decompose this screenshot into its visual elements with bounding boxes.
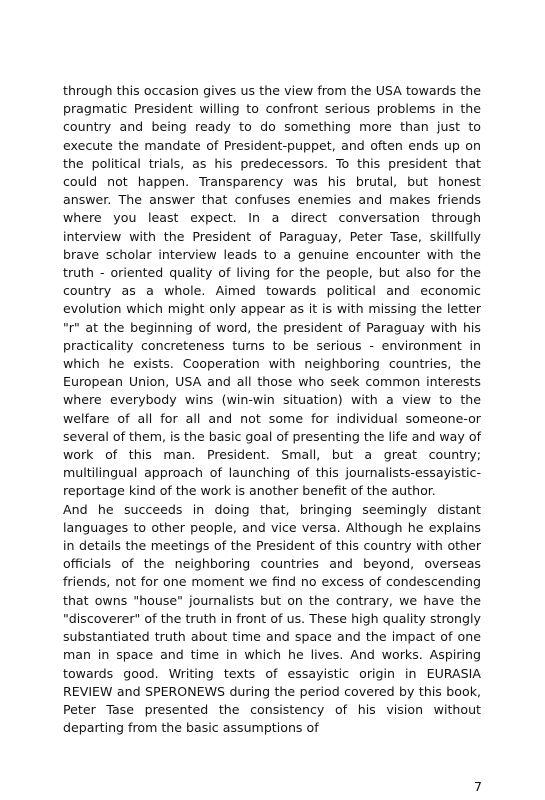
paragraph-1: through this occasion gives us the view from the USA towards the pragmatic President willing to confront serious problems in the country and being ready to do something more than just to execute the mandate of President-puppet, and often ends up on the political trials, as his predecessors. To this president that could not happen. Transparency was his brutal, but honest answer. The answer that confuses enemies and makes friends where you least expect. In a direct conversation through interview with the President of Paraguay, Peter Tase, skillfully brave scholar interview leads to a genuine encounter with the truth - oriented quality of living for the people, but also for the country as a whole. Aimed towards political and economic evolution which might only appear as it is with missing the letter "r" at the beginning of word, the president of Paraguay with his practicality concreteness turns to be serious - environment in which he exists. Cooperation with neighboring countries, the European Union, USA and all those who seek common interests where everybody wins (win-win situation) with a view to the welfare of all for all and not some for individual someone-or several of them, is the basic goal of presenting the life and way of work of this man. President. Small, but a great country; multilingual approach of launching of this journalists-essayistic-reportage kind of the work is another benefit of the author. <box>63 83 481 499</box>
body-text <box>63 82 481 737</box>
paragraph-2: And he succeeds in doing that, bringing seemingly distant languages to other people, and vice versa. Although he explains in details the meetings of the President of this country with other officials of the neighboring countries and beyond, overseas friends, not for one moment we find no excess of condescending that owns "house" journalists but on the contrary, we have the "discoverer" of the truth in front of us. These high quality strongly substantiated truth about time and space and the impact of one man in space and time in which he lives. And works. Aspiring towards good. Writing texts of essayistic origin in EURASIA REVIEW and SPERONEWS during the period covered by this book, Peter Tase presented the consistency of his vision without departing from the basic assumptions of <box>63 501 481 736</box>
page-number: 7 <box>473 779 482 794</box>
